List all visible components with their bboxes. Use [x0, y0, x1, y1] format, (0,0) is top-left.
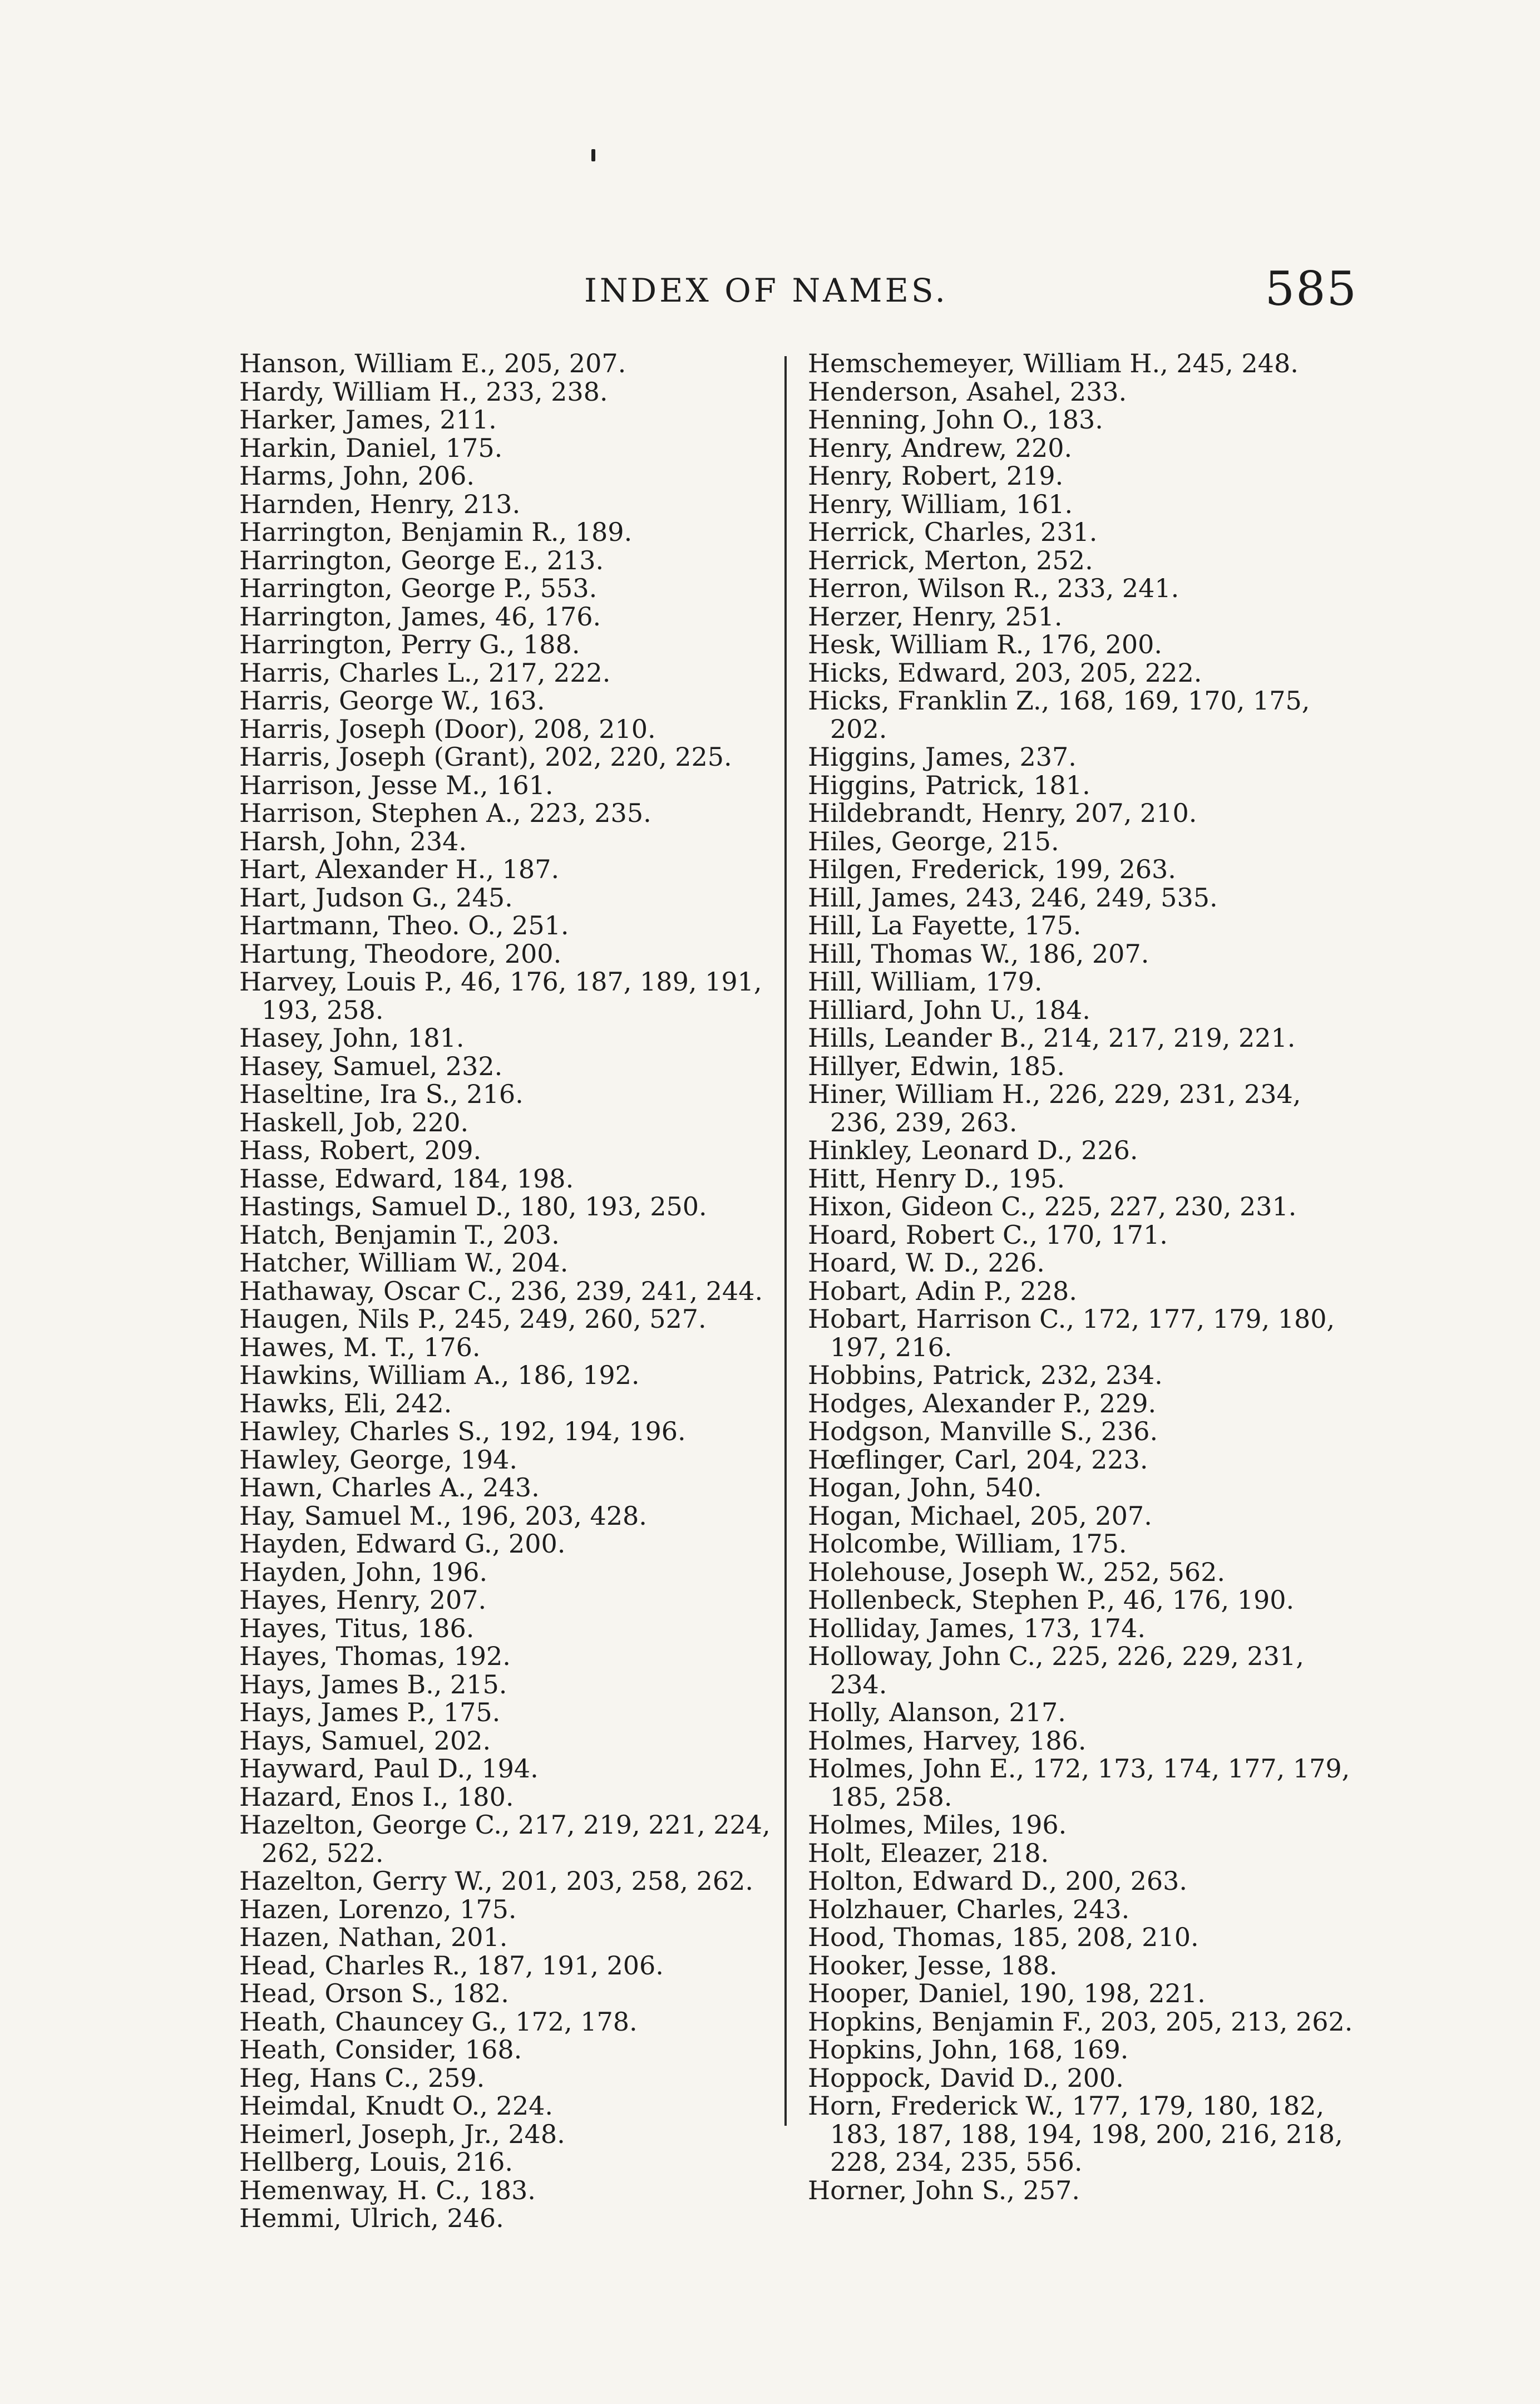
index-entry: Hiner, William H., 226, 229, 231, 234, 236, 239, 263.	[808, 1079, 1301, 1137]
index-entry: Hayes, Henry, 207.	[239, 1585, 487, 1615]
index-entry: Harris, Charles L., 217, 222.	[239, 657, 611, 688]
index-entry: Heimerl, Joseph, Jr., 248.	[239, 2119, 565, 2149]
index-entry: Holcombe, William, 175.	[808, 1529, 1127, 1559]
index-entry: Harrison, Stephen A., 223, 235.	[239, 798, 651, 828]
index-entry: Herzer, Henry, 251.	[808, 601, 1063, 632]
index-entry: Hawkins, William A., 186, 192.	[239, 1360, 640, 1390]
index-entry: Hill, Thomas W., 186, 207.	[808, 938, 1149, 969]
index-entry: Horn, Frederick W., 177, 179, 180, 182, 183, 187, 188, 194, 198, 200, 216, 218, 228, 234, 235, 556.	[808, 2091, 1343, 2177]
index-entry: Hills, Leander B., 214, 217, 219, 221.	[808, 1023, 1296, 1053]
index-entry: Henning, John O., 183.	[808, 405, 1103, 435]
index-entry: Holmes, John E., 172, 173, 174, 177, 179, 185, 258.	[808, 1753, 1350, 1812]
index-entry: Harris, Joseph (Door), 208, 210.	[239, 713, 656, 744]
index-entry: Hart, Judson G., 245.	[239, 882, 513, 913]
index-entry: Harrington, James, 46, 176.	[239, 601, 601, 632]
index-entry: Hays, James P., 175.	[239, 1697, 501, 1727]
index-entry: Hooker, Jesse, 188.	[808, 1950, 1058, 1981]
index-entry: Hillyer, Edwin, 185.	[808, 1051, 1065, 1081]
index-entry: Hays, Samuel, 202.	[239, 1725, 491, 1756]
index-entry: Hood, Thomas, 185, 208, 210.	[808, 1922, 1199, 1952]
index-entry: Hixon, Gideon C., 225, 227, 230, 231.	[808, 1191, 1297, 1221]
index-entry: Hass, Robert, 209.	[239, 1135, 482, 1165]
index-entry: Hoard, Robert C., 170, 171.	[808, 1219, 1168, 1250]
index-entry: Heath, Chauncey G., 172, 178.	[239, 2006, 638, 2037]
index-entry: Heimdal, Knudt O., 224.	[239, 2091, 553, 2121]
index-entry: Hemmi, Ulrich, 246.	[239, 2203, 504, 2233]
index-entry: Hoppock, David D., 200.	[808, 2062, 1124, 2093]
index-entry: Harris, Joseph (Grant), 202, 220, 225.	[239, 742, 732, 772]
index-entry: Hill, James, 243, 246, 249, 535.	[808, 882, 1218, 913]
index-entry: Hathaway, Oscar C., 236, 239, 241, 244.	[239, 1275, 763, 1306]
index-entry: Hardy, William H., 233, 238.	[239, 376, 608, 407]
index-entry: Harker, James, 211.	[239, 405, 497, 435]
index-entry: Harrington, Perry G., 188.	[239, 629, 580, 659]
index-entry: Holliday, James, 173, 174.	[808, 1613, 1146, 1643]
index-entry: Hill, La Fayette, 175.	[808, 910, 1082, 940]
index-entry: Hatcher, William W., 204.	[239, 1248, 569, 1278]
index-entry: Holton, Edward D., 200, 263.	[808, 1866, 1188, 1896]
index-entry: Hemschemeyer, William H., 245, 248.	[808, 348, 1299, 378]
index-entry: Hazelton, Gerry W., 201, 203, 258, 262.	[239, 1866, 753, 1896]
index-entry: Harrington, George E., 213.	[239, 545, 604, 575]
index-column-left	[239, 349, 784, 2233]
index-entry: Higgins, James, 237.	[808, 742, 1077, 772]
index-entry: Harrington, Benjamin R., 189.	[239, 517, 633, 547]
index-entry: Hesk, William R., 176, 200.	[808, 629, 1163, 659]
index-entry: Hawn, Charles A., 243.	[239, 1472, 540, 1502]
index-entry: Hobart, Harrison C., 172, 177, 179, 180, 197, 216.	[808, 1304, 1335, 1362]
index-entry: Hayes, Thomas, 192.	[239, 1641, 511, 1671]
index-entry: Hoard, W. D., 226.	[808, 1248, 1045, 1278]
index-entry: Harkin, Daniel, 175.	[239, 432, 503, 463]
index-entry: Hooper, Daniel, 190, 198, 221.	[808, 1978, 1206, 2008]
index-entry: Hawley, George, 194.	[239, 1444, 517, 1475]
index-entry: Herrick, Charles, 231.	[808, 517, 1098, 547]
index-entry: Harvey, Louis P., 46, 176, 187, 189, 191, 193, 258.	[239, 967, 762, 1025]
index-entry: Hayden, Edward G., 200.	[239, 1529, 566, 1559]
index-entry: Heath, Consider, 168.	[239, 2034, 522, 2065]
index-entry: Haseltine, Ira S., 216.	[239, 1079, 524, 1109]
index-entry: Hazen, Lorenzo, 175.	[239, 1894, 517, 1924]
index-entry: Head, Orson S., 182.	[239, 1978, 509, 2008]
index-entry: Holehouse, Joseph W., 252, 562.	[808, 1556, 1225, 1587]
index-entry: Hart, Alexander H., 187.	[239, 854, 560, 884]
index-entry: Hill, William, 179.	[808, 967, 1043, 997]
index-entry: Hays, James B., 215.	[239, 1669, 507, 1699]
index-entry: Hatch, Benjamin T., 203.	[239, 1219, 560, 1250]
index-entry: Holzhauer, Charles, 243.	[808, 1894, 1130, 1924]
page-header	[584, 262, 1358, 323]
index-column-right	[808, 349, 1364, 2204]
index-entry: Hasey, John, 181.	[239, 1023, 465, 1053]
index-entry: Holly, Alanson, 217.	[808, 1697, 1066, 1727]
index-entry: Higgins, Patrick, 181.	[808, 770, 1090, 800]
index-entry: Hodgson, Manville S., 236.	[808, 1416, 1158, 1446]
index-entry: Herrick, Merton, 252.	[808, 545, 1093, 575]
index-entry: Hicks, Edward, 203, 205, 222.	[808, 657, 1202, 688]
index-entry: Haskell, Job, 220.	[239, 1107, 469, 1137]
index-entry: Hayden, John, 196.	[239, 1556, 488, 1587]
index-entry: Head, Charles R., 187, 191, 206.	[239, 1950, 664, 1981]
index-entry: Hayes, Titus, 186.	[239, 1613, 475, 1643]
index-entry: Hopkins, Benjamin F., 203, 205, 213, 262.	[808, 2006, 1353, 2037]
index-entry: Hartung, Theodore, 200.	[239, 938, 562, 969]
index-entry: Hazard, Enos I., 180.	[239, 1781, 514, 1812]
index-entry: Hicks, Franklin Z., 168, 169, 170, 175, 202.	[808, 686, 1310, 744]
index-entry: Hitt, Henry D., 195.	[808, 1163, 1065, 1194]
index-entry: Hobart, Adin P., 228.	[808, 1275, 1077, 1306]
index-entry: Hogan, Michael, 205, 207.	[808, 1500, 1152, 1531]
index-entry: Hastings, Samuel D., 180, 193, 250.	[239, 1191, 707, 1221]
index-entry: Hartmann, Theo. O., 251.	[239, 910, 569, 940]
index-entry: Hawks, Eli, 242.	[239, 1388, 452, 1418]
index-entry: Hemenway, H. C., 183.	[239, 2175, 536, 2205]
index-entry: Hollenbeck, Stephen P., 46, 176, 190.	[808, 1585, 1295, 1615]
index-entry: Henry, William, 161.	[808, 489, 1073, 519]
index-entry: Henderson, Asahel, 233.	[808, 376, 1127, 407]
index-entry: Harris, George W., 163.	[239, 686, 545, 716]
index-entry: Hayward, Paul D., 194.	[239, 1753, 539, 1784]
index-entry: Hawes, M. T., 176.	[239, 1332, 481, 1362]
index-entry: Hasey, Samuel, 232.	[239, 1051, 503, 1081]
index-entry: Harrington, George P., 553.	[239, 573, 598, 603]
index-entry: Horner, John S., 257.	[808, 2175, 1080, 2205]
index-entry: Hanson, William E., 205, 207.	[239, 348, 626, 378]
index-entry: Hawley, Charles S., 192, 194, 196.	[239, 1416, 686, 1446]
printer-mark	[591, 149, 595, 161]
index-entry: Hilgen, Frederick, 199, 263.	[808, 854, 1176, 884]
index-entry: Hasse, Edward, 184, 198.	[239, 1163, 574, 1194]
index-entry: Herron, Wilson R., 233, 241.	[808, 573, 1179, 603]
index-entry: Hay, Samuel M., 196, 203, 428.	[239, 1500, 647, 1531]
index-entry: Hazen, Nathan, 201.	[239, 1922, 508, 1952]
index-entry: Hœflinger, Carl, 204, 223.	[808, 1444, 1148, 1475]
index-entry: Hildebrandt, Henry, 207, 210.	[808, 798, 1197, 828]
index-entry: Haugen, Nils P., 245, 249, 260, 527.	[239, 1304, 707, 1334]
index-entry: Hobbins, Patrick, 232, 234.	[808, 1360, 1163, 1390]
column-divider	[784, 356, 787, 2126]
index-entry: Hellberg, Louis, 216.	[239, 2147, 513, 2177]
index-entry: Harms, John, 206.	[239, 461, 475, 491]
index-entry: Heg, Hans C., 259.	[239, 2062, 485, 2093]
index-entry: Hopkins, John, 168, 169.	[808, 2034, 1129, 2065]
index-entry: Hogan, John, 540.	[808, 1472, 1042, 1502]
index-entry: Holloway, John C., 225, 226, 229, 231, 234.	[808, 1641, 1304, 1699]
index-entry: Holmes, Harvey, 186.	[808, 1725, 1087, 1756]
index-entry: Hodges, Alexander P., 229.	[808, 1388, 1157, 1418]
index-entry: Henry, Robert, 219.	[808, 461, 1064, 491]
index-entry: Holmes, Miles, 196.	[808, 1810, 1067, 1840]
index-entry: Henry, Andrew, 220.	[808, 432, 1073, 463]
index-entry: Harrison, Jesse M., 161.	[239, 770, 554, 800]
index-entry: Holt, Eleazer, 218.	[808, 1838, 1049, 1868]
page-number: 585	[1265, 262, 1358, 316]
index-entry: Harnden, Henry, 213.	[239, 489, 521, 519]
index-entry: Hinkley, Leonard D., 226.	[808, 1135, 1138, 1165]
index-entry: Hazelton, George C., 217, 219, 221, 224, 262, 522.	[239, 1810, 771, 1868]
index-entry: Harsh, John, 234.	[239, 826, 467, 856]
page-title: INDEX OF NAMES.	[584, 272, 948, 309]
index-entry: Hilliard, John U., 184.	[808, 994, 1090, 1025]
index-entry: Hiles, George, 215.	[808, 826, 1059, 856]
